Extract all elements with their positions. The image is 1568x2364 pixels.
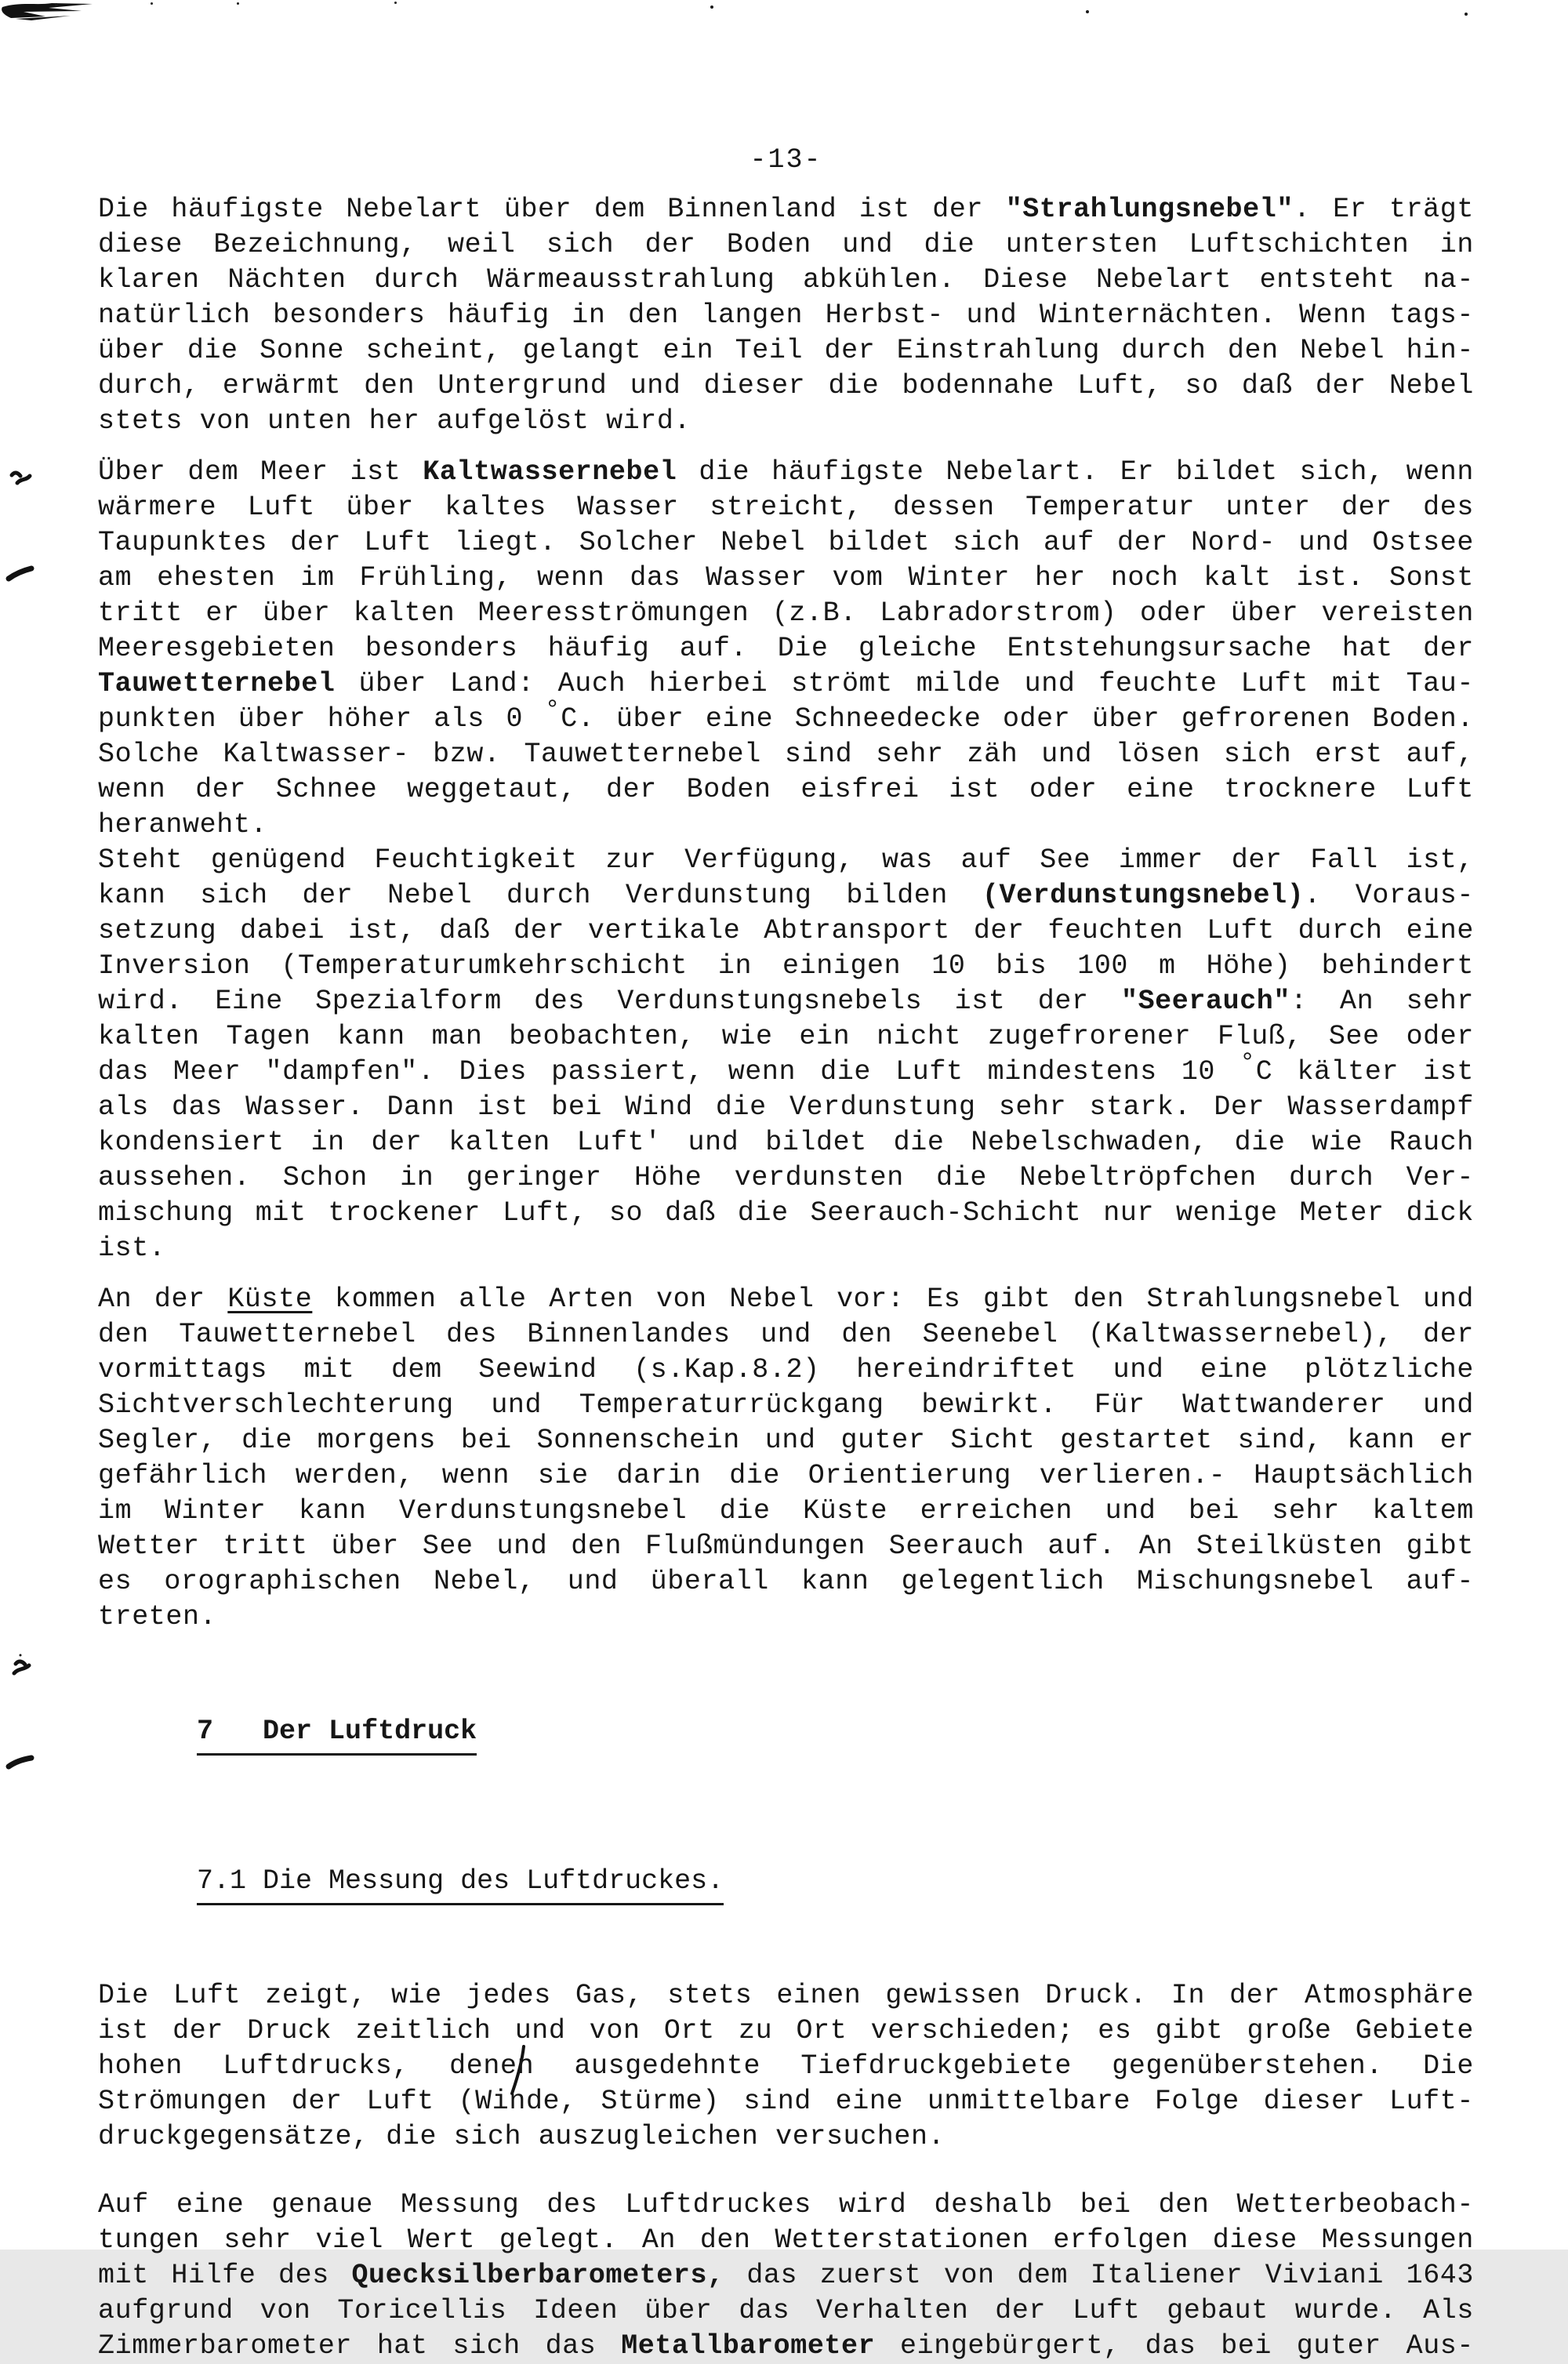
text-line	[98, 1090, 1474, 1125]
text-segment: den Tauwetternebel des Binnenlandes und den Seenebel (Kaltwassernebel), der	[98, 1319, 1474, 1350]
superscript-degree: °	[1240, 1048, 1256, 1078]
text-segment: Steht genügend Feuchtigkeit zur Verfügung, was auf See immer der Fall ist,	[98, 844, 1474, 876]
text-line	[98, 984, 1474, 1019]
subsection-heading-messung	[98, 1828, 1474, 1941]
text-line	[98, 1494, 1474, 1529]
text-line	[98, 192, 1474, 227]
text-line	[98, 1125, 1474, 1160]
text-segment: heranweht.	[98, 809, 268, 841]
text-segment: mischung mit trockener Luft, so daß die Seerauch-Schicht nur wenige Meter dick	[98, 1197, 1474, 1229]
text-segment: über Land: Auch hierbei strömt milde und feuchte Luft mit Tau-	[335, 668, 1474, 699]
text-line	[98, 561, 1474, 596]
text-segment: mit Hilfe des	[98, 2260, 352, 2291]
text-line	[98, 2188, 1474, 2223]
text-line	[98, 1388, 1474, 1423]
text-segment: über die Sonne scheint, gelangt ein Teil der Einstrahlung durch den Nebel hin-	[98, 335, 1474, 366]
text-segment: . Er trägt	[1293, 194, 1474, 225]
paragraph-kaltwassernebel	[98, 455, 1474, 1266]
text-column	[98, 0, 1474, 2364]
text-line	[98, 949, 1474, 984]
bold-text: Kaltwassernebel	[423, 456, 677, 488]
text-line	[98, 298, 1474, 333]
text-segment: gefährlich werden, wenn sie darin die Orientierung verlieren.- Hauptsächlich	[98, 1460, 1474, 1491]
pen-dash-mark	[6, 565, 34, 583]
text-segment: wenn der Schnee weggetaut, der Boden eisfrei ist oder eine trocknere Luft	[98, 774, 1474, 805]
text-segment: treten.	[98, 1601, 217, 1632]
text-line	[98, 695, 1474, 737]
subsection-heading-text: 7.1 Die Messung des Luftdruckes.	[197, 1864, 724, 1905]
text-line	[98, 2293, 1474, 2329]
text-line	[98, 878, 1474, 913]
text-line	[98, 1564, 1474, 1600]
text-segment: durch, erwärmt den Untergrund und dieser die bodennahe Luft, so daß der Nebel	[98, 370, 1474, 401]
paragraph-messung-barometer	[98, 2188, 1474, 2364]
text-line	[98, 1600, 1474, 1635]
text-line	[98, 631, 1474, 666]
text-line	[98, 808, 1474, 843]
text-segment: es orographischen Nebel, und überall kann gelegentlich Mischungsnebel auf-	[98, 1566, 1474, 1597]
text-line	[98, 455, 1474, 490]
text-line	[98, 1353, 1474, 1388]
bold-text: Metallbarometer	[621, 2330, 876, 2362]
text-segment: Sichtverschlechterung und Temperaturrückgang bewirkt. Für Wattwanderer und	[98, 1389, 1474, 1421]
text-line	[98, 1019, 1474, 1055]
text-line	[98, 1196, 1474, 1231]
text-segment: stets von unten her aufgelöst wird.	[98, 405, 691, 437]
pen-dash-mark	[6, 1753, 34, 1772]
text-segment: ist.	[98, 1233, 166, 1264]
text-line	[98, 2049, 1474, 2084]
text-line	[98, 2014, 1474, 2049]
text-segment: Wetter tritt über See und den Flußmündungen Seerauch auf. An Steilküsten gibt	[98, 1531, 1474, 1562]
text-segment: Solche Kaltwasser- bzw. Tauwetternebel sind sehr zäh und lösen sich erst auf,	[98, 739, 1474, 770]
pen-squiggle-mark	[11, 1653, 38, 1679]
text-segment: ist der Druck zeitlich und von Ort zu Ort verschieden; es gibt große Gebiete	[98, 2015, 1474, 2046]
text-segment: tungen sehr viel Wert gelegt. An den Wetterstationen erfolgen diese Messungen	[98, 2224, 1474, 2256]
text-line	[98, 1317, 1474, 1353]
text-segment: Die Luft zeigt, wie jedes Gas, stets einen gewissen Druck. In der Atmosphäre	[98, 1980, 1474, 2011]
text-line	[98, 1423, 1474, 1458]
paragraph-strahlungsnebel	[98, 192, 1474, 439]
text-segment: wird. Eine Spezialform des Verdunstungsnebels ist der	[98, 986, 1121, 1017]
text-line	[98, 913, 1474, 949]
text-segment: kondensiert in der kalten Luft' und bildet die Nebelschwaden, die wie Rauch	[98, 1127, 1474, 1158]
text-segment: : An sehr	[1290, 986, 1474, 1017]
text-line	[98, 490, 1474, 525]
bold-text: (Verdunstungsnebel)	[982, 880, 1305, 911]
text-segment: punkten über höher als 0	[98, 703, 545, 735]
text-segment: diese Bezeichnung, weil sich der Boden und die untersten Luftschichten in	[98, 229, 1474, 260]
text-segment: Inversion (Temperaturumkehrschicht in einigen 10 bis 100 m Höhe) behindert	[98, 950, 1474, 982]
text-line	[98, 2223, 1474, 2258]
text-segment: Die häufigste Nebelart über dem Binnenland ist der	[98, 194, 1006, 225]
text-line	[98, 2329, 1474, 2364]
text-segment: aussehen. Schon in geringer Höhe verdunsten die Nebeltröpfchen durch Ver-	[98, 1162, 1474, 1193]
section-heading-text: 7 Der Luftdruck	[197, 1714, 477, 1756]
text-segment: Segler, die morgens bei Sonnenschein und guter Sicht gestartet sind, kann er	[98, 1425, 1474, 1456]
text-line	[98, 1048, 1475, 1090]
text-line	[98, 737, 1474, 772]
text-segment: Strömungen der Luft (Winde, Stürme) sind eine unmittelbare Folge dieser Luft-	[98, 2086, 1474, 2117]
text-segment: natürlich besonders häufig in den langen Herbst- und Winternächten. Wenn tags-	[98, 300, 1474, 331]
text-line	[98, 369, 1474, 404]
text-line	[98, 1160, 1474, 1196]
text-line	[98, 2119, 1474, 2155]
superscript-degree: °	[544, 695, 561, 725]
text-line	[98, 1458, 1474, 1494]
text-segment: eingebürgert, das bei guter Aus-	[875, 2330, 1475, 2362]
text-segment: hohen Luftdrucks, denen ausgedehnte Tiefdruckgebiete gegenüberstehen. Die	[98, 2050, 1474, 2082]
text-segment: . Voraus-	[1304, 880, 1475, 911]
text-segment: kalten Tagen kann man beobachten, wie ein nicht zugefrorener Fluß, See oder	[98, 1021, 1474, 1052]
paragraph-luftdruck-intro	[98, 1978, 1474, 2155]
text-segment: das zuerst von dem Italiener Viviani 1643	[724, 2260, 1475, 2291]
text-segment: tritt er über kalten Meeresströmungen (z.B. Labradorstrom) oder über vereisten	[98, 597, 1474, 629]
text-segment: klaren Nächten durch Wärmeausstrahlung abkühlen. Diese Nebelart entsteht na-	[98, 264, 1474, 296]
text-line	[98, 1231, 1474, 1266]
text-segment: Über dem Meer ist	[98, 456, 423, 488]
section-heading-luftdruck	[98, 1679, 1474, 1791]
text-line	[98, 2084, 1474, 2119]
pen-squiggle-mark	[9, 467, 36, 489]
text-segment: die häufigste Nebelart. Er bildet sich, wenn	[677, 456, 1474, 488]
text-line	[98, 2258, 1474, 2293]
text-line	[98, 227, 1474, 263]
text-segment: Auf eine genaue Messung des Luftdruckes wird deshalb bei den Wetterbeobach-	[98, 2189, 1474, 2221]
paragraph-kueste	[98, 1282, 1474, 1635]
text-segment: An der	[98, 1284, 228, 1315]
text-segment: aufgrund von Toricellis Ideen über das Verhalten der Luft gebaut wurde. Als	[98, 2295, 1474, 2326]
text-segment: druckgegensätze, die sich auszugleichen versuchen.	[98, 2121, 946, 2152]
text-line	[98, 1282, 1474, 1317]
text-line	[98, 596, 1474, 631]
text-line	[98, 666, 1474, 702]
text-line	[98, 525, 1474, 561]
text-segment: kommen alle Arten von Nebel vor: Es gibt den Strahlungsnebel und	[312, 1284, 1474, 1315]
text-segment: Meeresgebieten besonders häufig auf. Die gleiche Entstehungsursache hat der	[98, 633, 1474, 664]
text-line	[98, 843, 1474, 878]
text-line	[98, 1978, 1474, 2014]
text-segment: kann sich der Nebel durch Verdunstung bilden	[98, 880, 982, 911]
bold-text: Quecksilberbarometers,	[351, 2260, 724, 2291]
ink-smudge	[0, 0, 103, 24]
bold-text: "Seerauch"	[1120, 986, 1291, 1017]
text-segment: als das Wasser. Dann ist bei Wind die Verdunstung sehr stark. Der Wasserdampf	[98, 1091, 1474, 1123]
text-line	[98, 263, 1474, 298]
scan-speck	[55, 3, 58, 6]
text-segment: C kälter ist	[1255, 1056, 1475, 1088]
text-segment: Taupunktes der Luft liegt. Solcher Nebel bildet sich auf der Nord- und Ostsee	[98, 527, 1474, 558]
bold-text: "Strahlungsnebel"	[1005, 194, 1294, 225]
text-segment: am ehesten im Frühling, wenn das Wasser vom Winter her noch kalt ist. Sonst	[98, 562, 1474, 594]
text-segment: Zimmerbarometer hat sich das	[98, 2330, 622, 2362]
text-segment: C. über eine Schneedecke oder über gefrorenen Boden.	[561, 703, 1474, 735]
text-line	[98, 333, 1474, 369]
text-line	[98, 404, 1474, 439]
underlined-text: Küste	[227, 1284, 313, 1315]
text-segment: das Meer "dampfen". Dies passiert, wenn die Luft mindestens 10	[98, 1056, 1240, 1088]
text-line	[98, 1529, 1474, 1564]
text-line	[98, 772, 1474, 808]
text-segment: setzung dabei ist, daß der vertikale Abtransport der feuchten Luft durch eine	[98, 915, 1474, 946]
text-segment: wärmere Luft über kaltes Wasser streicht, dessen Temperatur unter der des	[98, 492, 1474, 523]
bold-text: Tauwetternebel	[98, 668, 336, 699]
text-segment: vormittags mit dem Seewind (s.Kap.8.2) hereindriftet und eine plötzliche	[98, 1354, 1474, 1385]
text-segment: im Winter kann Verdunstungsnebel die Küste erreichen und bei sehr kaltem	[98, 1495, 1474, 1527]
page-number: -13-	[750, 144, 822, 176]
